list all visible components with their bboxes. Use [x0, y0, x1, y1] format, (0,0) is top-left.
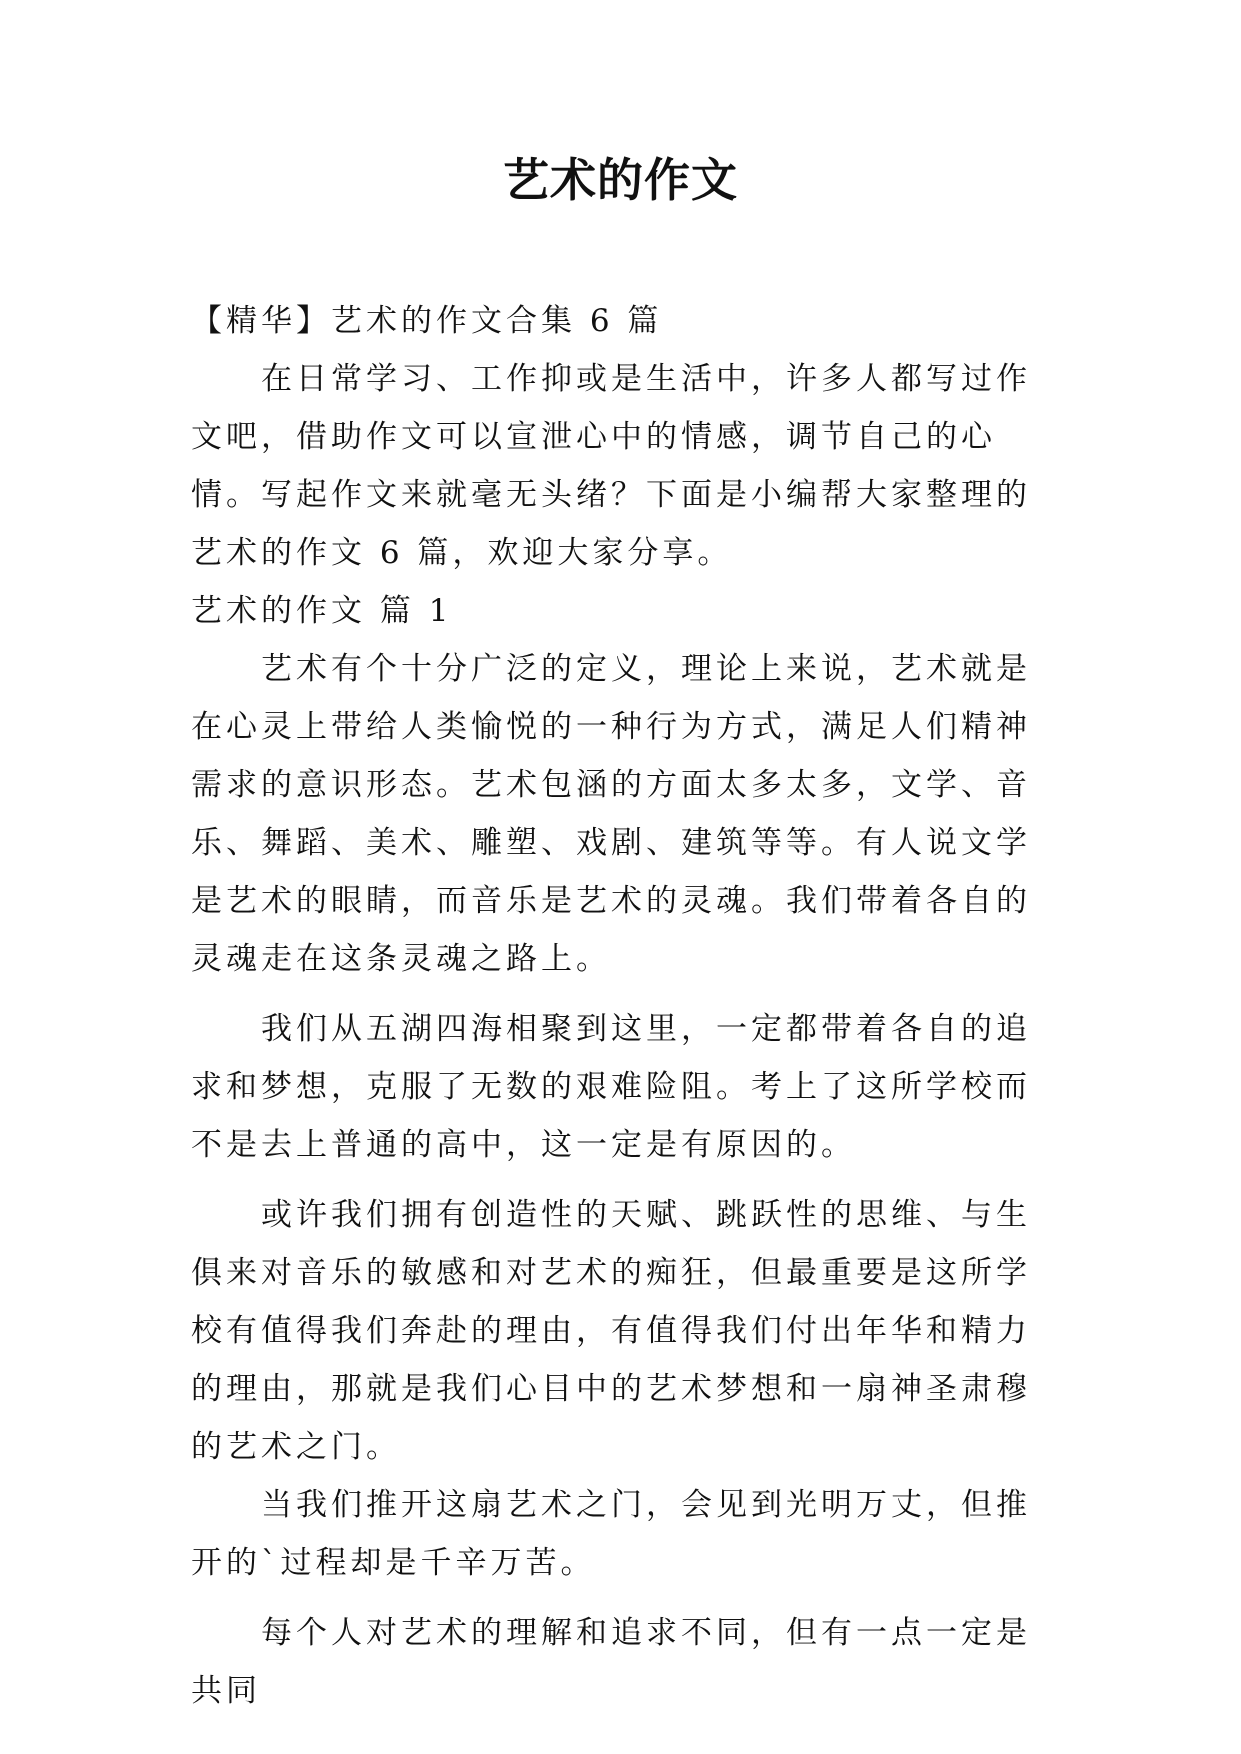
body-paragraph-1: 艺术有个十分广泛的定义，理论上来说，艺术就是在心灵上带给人类愉悦的一种行为方式，满足人们精神需求的意识形态。艺术包涵的方面太多太多，文学、音乐、舞蹈、美术、雕塑、戏剧、建筑等等。有人说文学是艺术的眼睛，而音乐是艺术的灵魂。我们带着各自的灵魂走在这条灵魂之路上。	[191, 651, 1031, 977]
document-subtitle: 【精华】艺术的作文合集 6 篇	[191, 303, 663, 339]
document-body	[191, 292, 1061, 1720]
body-paragraph-3: 或许我们拥有创造性的天赋、跳跃性的思维、与生俱来对音乐的敏感和对艺术的痴狂，但最重要是这所学校有值得我们奔赴的理由，有值得我们付出年华和精力的理由，那就是我们心目中的艺术梦想和一扇神圣肃穆的艺术之门。	[191, 1197, 1031, 1465]
intro-paragraph: 在日常学习、工作抑或是生活中，许多人都写过作文吧，借助作文可以宣泄心中的情感，调节自己的心情。写起作文来就毫无头绪？下面是小编帮大家整理的艺术的作文 6 篇，欢迎大家分享。	[191, 361, 1031, 571]
body-paragraph-2: 我们从五湖四海相聚到这里，一定都带着各自的追求和梦想，克服了无数的艰难险阻。考上了这所学校而不是去上普通的高中，这一定是有原因的。	[191, 1011, 1031, 1163]
body-paragraph-4: 当我们推开这扇艺术之门，会见到光明万丈，但推开的`过程却是千辛万苦。	[191, 1487, 1031, 1581]
section-heading: 艺术的作文 篇 1	[191, 593, 453, 629]
body-paragraph-5: 每个人对艺术的理解和追求不同，但有一点一定是共同	[191, 1615, 1031, 1709]
document-title: 艺术的作文	[503, 153, 738, 207]
